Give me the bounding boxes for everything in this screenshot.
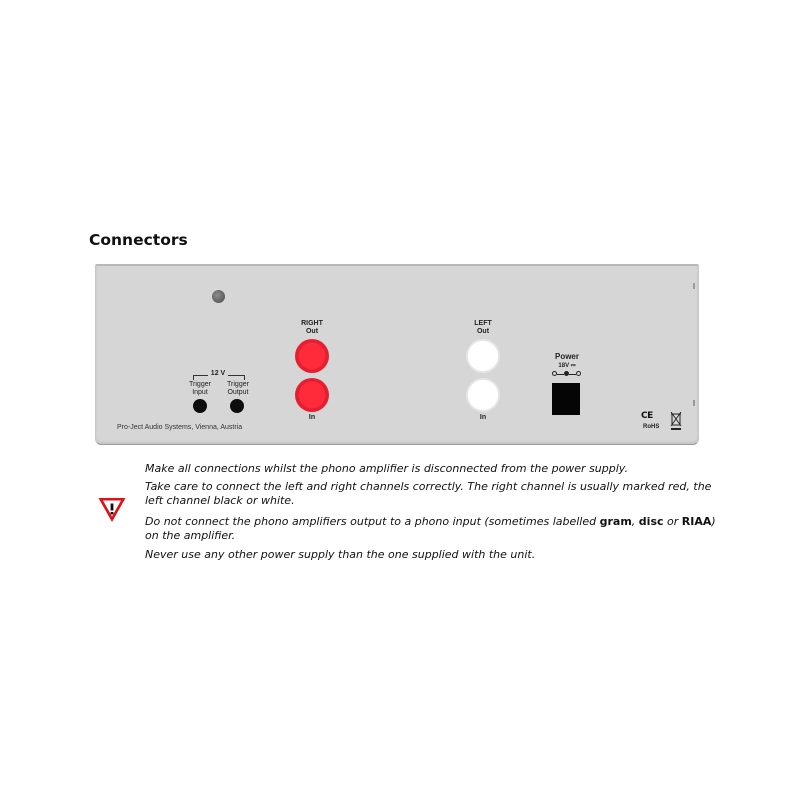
trigger-input-label: Trigger Input: [189, 381, 211, 396]
rohs-mark: RoHS: [643, 424, 660, 430]
right-out-label: Out: [305, 328, 319, 335]
left-out-label: Out: [476, 328, 490, 335]
weee-bin-icon: [670, 411, 682, 431]
right-in-label: In: [308, 414, 316, 421]
section-heading: Connectors: [89, 231, 188, 249]
note-phono-text: Do not connect the phono amplifiers output to a phono input (sometimes labelled: [145, 515, 600, 528]
power-socket: [552, 383, 580, 415]
note-channels-line2: left channel black or white.: [145, 494, 295, 507]
left-in-jack: [466, 378, 500, 412]
panel-edge-mark: [693, 283, 695, 289]
term-gram: gram: [599, 515, 632, 528]
right-out-jack: [295, 339, 329, 373]
note-disconnect: Make all connections whilst the phono amplifier is disconnected from the power supply.: [145, 462, 628, 475]
note-phono-input-line1: [145, 515, 716, 529]
panel-edge-mark: [693, 400, 695, 406]
power-label: Power: [554, 352, 579, 361]
right-in-jack: [295, 378, 329, 412]
note-channels-line1: Take care to connect the left and right channels correctly. The right channel is usually marked red, the: [145, 480, 712, 493]
rear-panel-illustration: [95, 264, 699, 445]
trigger-voltage-label: 12 V: [208, 370, 228, 378]
manufacturer-label: Pro-Ject Audio Systems, Vienna, Austria: [117, 424, 243, 431]
right-channel-label: RIGHT: [301, 320, 323, 327]
term-disc: disc: [638, 515, 664, 528]
note-power-supply: Never use any other power supply than the one supplied with the unit.: [145, 548, 536, 561]
power-voltage-label: 18V ⎓: [558, 363, 576, 369]
trigger-input-jack: [193, 399, 207, 413]
separator: or: [663, 515, 682, 528]
left-out-jack: [466, 339, 500, 373]
left-channel-label: LEFT: [474, 320, 492, 327]
separator: ,: [631, 515, 639, 528]
warning-triangle-icon: [97, 496, 127, 524]
trigger-output-jack: [230, 399, 244, 413]
closing-paren: ): [711, 515, 716, 528]
note-phono-input-line2: on the amplifier.: [145, 529, 236, 542]
term-riaa: RIAA: [681, 515, 712, 528]
left-in-label: In: [479, 414, 487, 421]
trigger-output-label: Trigger Output: [227, 381, 249, 396]
polarity-icon: [552, 370, 582, 378]
ce-mark: CE: [641, 411, 653, 421]
screw-icon: [212, 290, 225, 303]
